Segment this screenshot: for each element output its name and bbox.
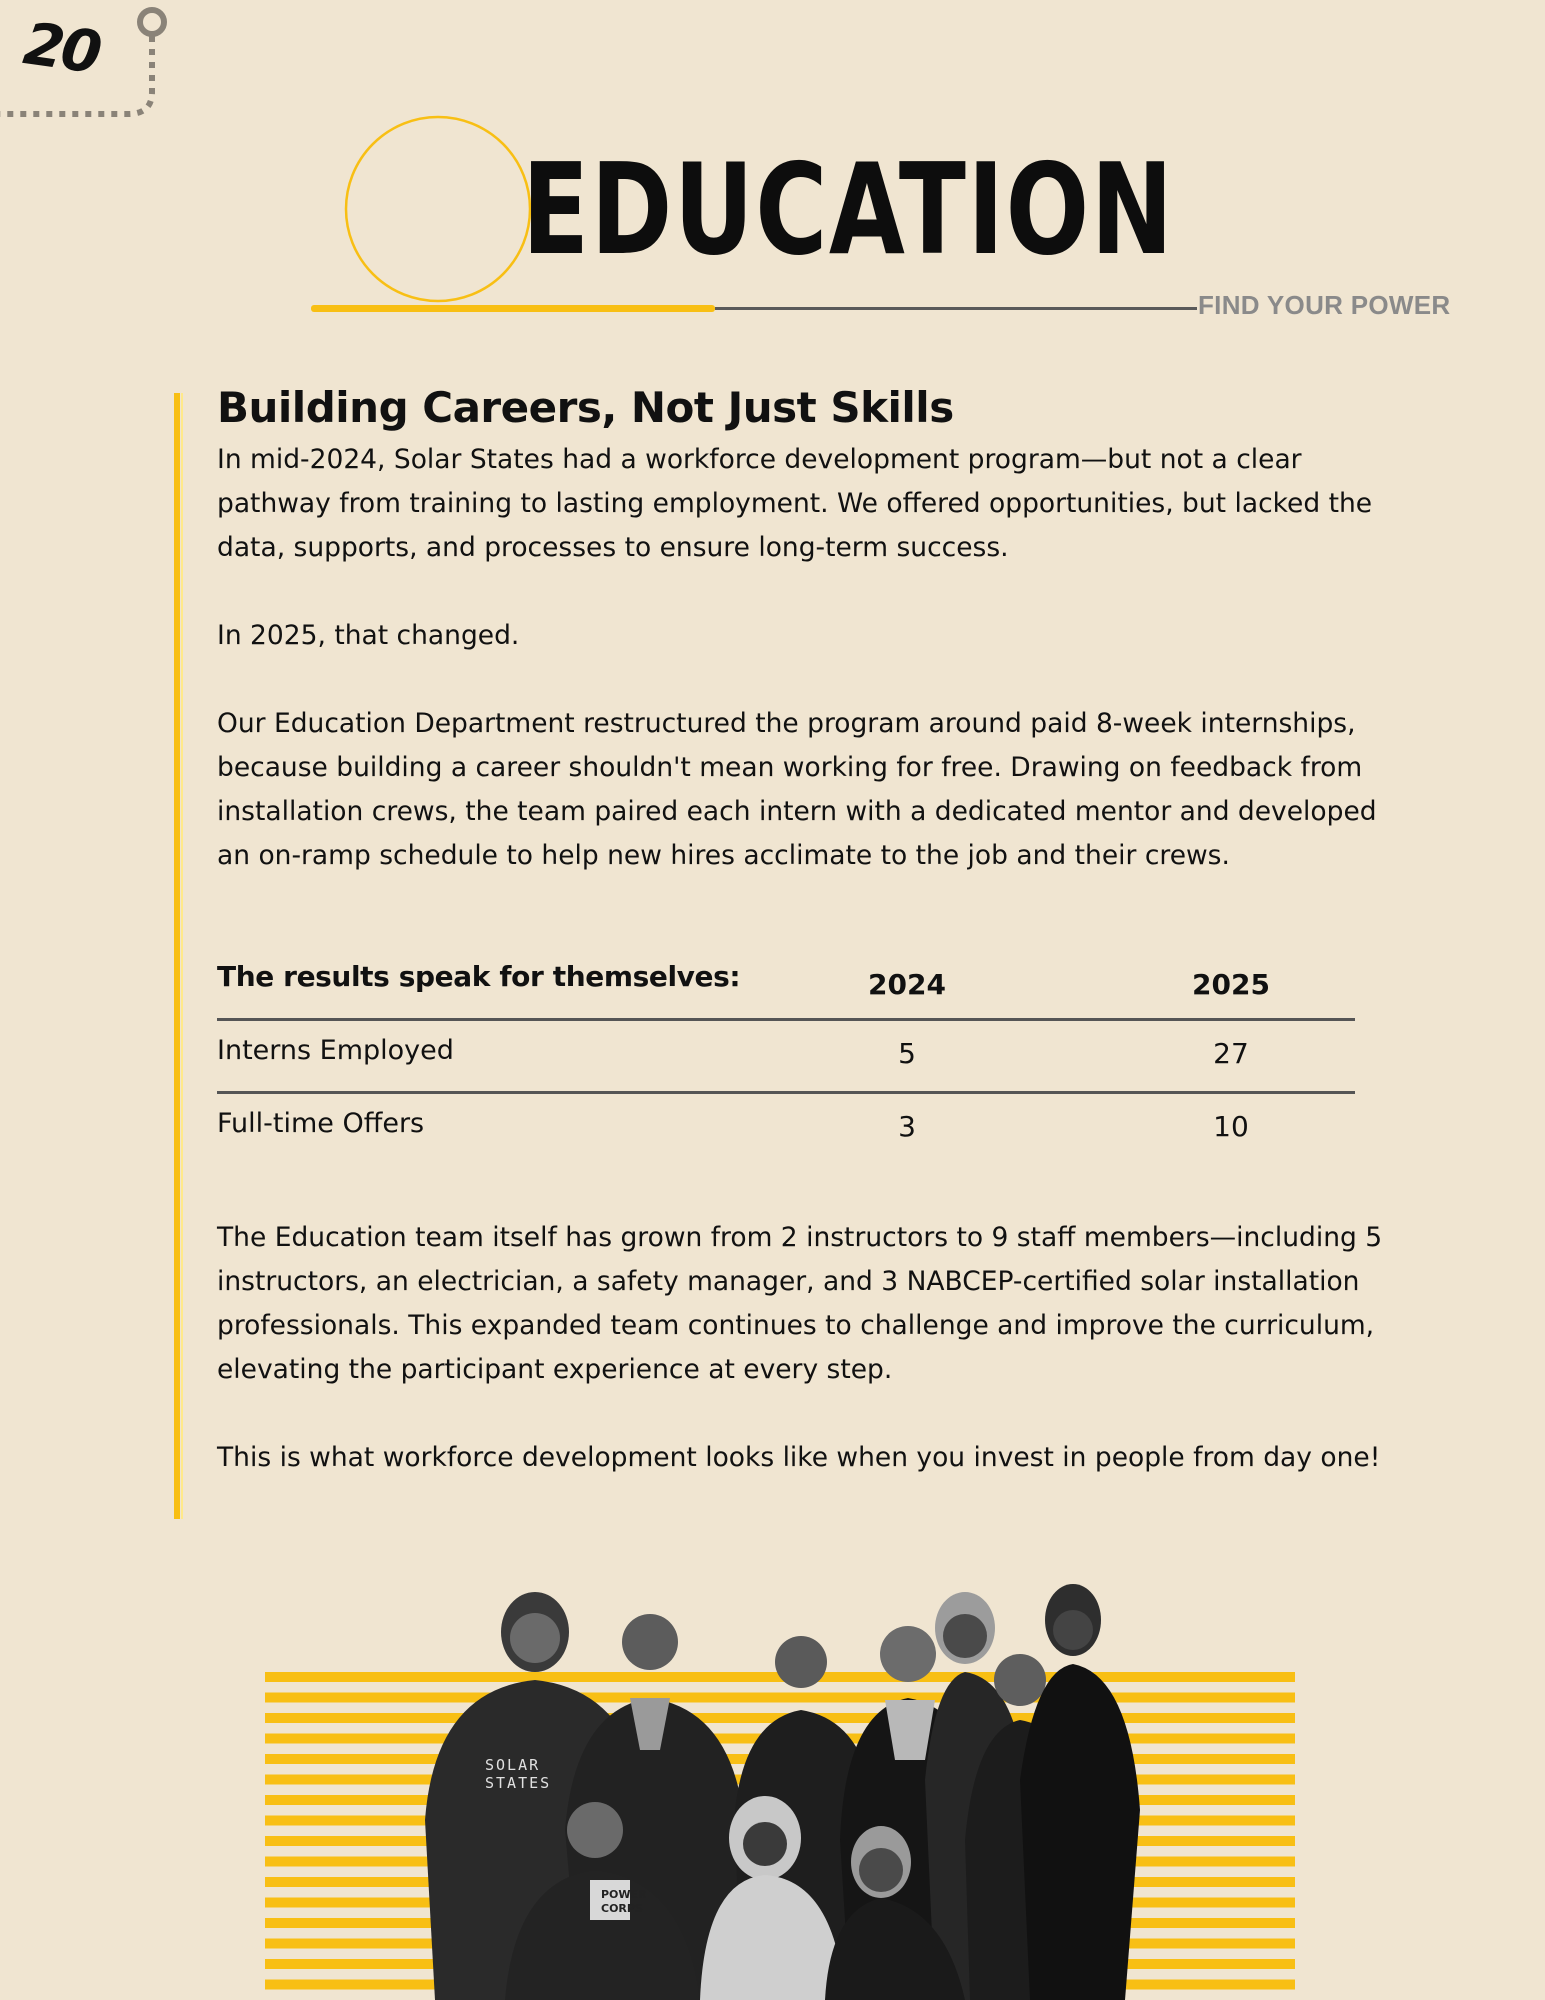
- paragraph-team-growth: The Education team itself has grown from 2 instructors to 9 staff members—including 5 instructors, an electrician, a safety manager, and 3 NABCEP-certified solar installation professionals. This expanded team continues to challenge and improve the curriculum, elevating the participant experience at every step.: [217, 1222, 1383, 1385]
- shirt-text: STATES: [485, 1774, 552, 1792]
- location-pin-icon: [140, 10, 164, 34]
- value-2025: 10: [1213, 1110, 1249, 1143]
- shirt-text: SOLAR: [485, 1756, 541, 1774]
- paragraph-closing: This is what workforce development looks like when you invest in people from day one!: [217, 1442, 1381, 1473]
- results-header: [217, 960, 1355, 1018]
- table-row: [217, 1021, 1355, 1091]
- shirt-text: POWER: [601, 1888, 647, 1901]
- side-accent-bar: [174, 393, 180, 1519]
- page-number: 20: [19, 9, 104, 87]
- paragraph-intro: In mid-2024, Solar States had a workforce development program—but not a clear pathway from training to lasting employment. We offered opportunities, but lacked the data, supports, and processes to ensure long-term success.: [217, 444, 1373, 563]
- column-2025: 2025: [1192, 968, 1270, 1001]
- row-label: Full-time Offers: [217, 1108, 425, 1139]
- tagline: FIND YOUR POWER: [1198, 290, 1451, 320]
- circle-decoration: [342, 113, 542, 313]
- results-title: The results speak for themselves:: [217, 960, 741, 993]
- results-table: [217, 960, 1355, 1164]
- value-2024: 5: [898, 1037, 916, 1070]
- row-label: Interns Employed: [217, 1035, 454, 1066]
- paragraph-change: In 2025, that changed.: [217, 620, 520, 651]
- title-rule: [715, 307, 1197, 310]
- paragraph-restructure: Our Education Department restructured the program around paid 8-week internships, because building a career shouldn't mean working for free. Drawing on feedback from installation crews, the team paired each intern with a dedicated mentor and developed an on-ramp schedule to help new hires acclimate to the job and their crews.: [217, 708, 1377, 871]
- article: [217, 378, 1407, 878]
- article-heading: Building Careers, Not Just Skills: [217, 383, 954, 432]
- team-photo: [265, 1580, 1295, 2000]
- article-closing: [217, 1216, 1407, 1480]
- column-2024: 2024: [868, 968, 946, 1001]
- title-rule-accent: [311, 305, 715, 312]
- side-accent-highlight: [181, 393, 183, 1519]
- table-row: [217, 1094, 1355, 1164]
- value-2024: 3: [898, 1110, 916, 1143]
- value-2025: 27: [1213, 1037, 1249, 1070]
- page-title: EDUCATION: [522, 136, 1175, 283]
- group-photo-people: [265, 1580, 1295, 2000]
- shirt-text: CORPS: [601, 1902, 643, 1915]
